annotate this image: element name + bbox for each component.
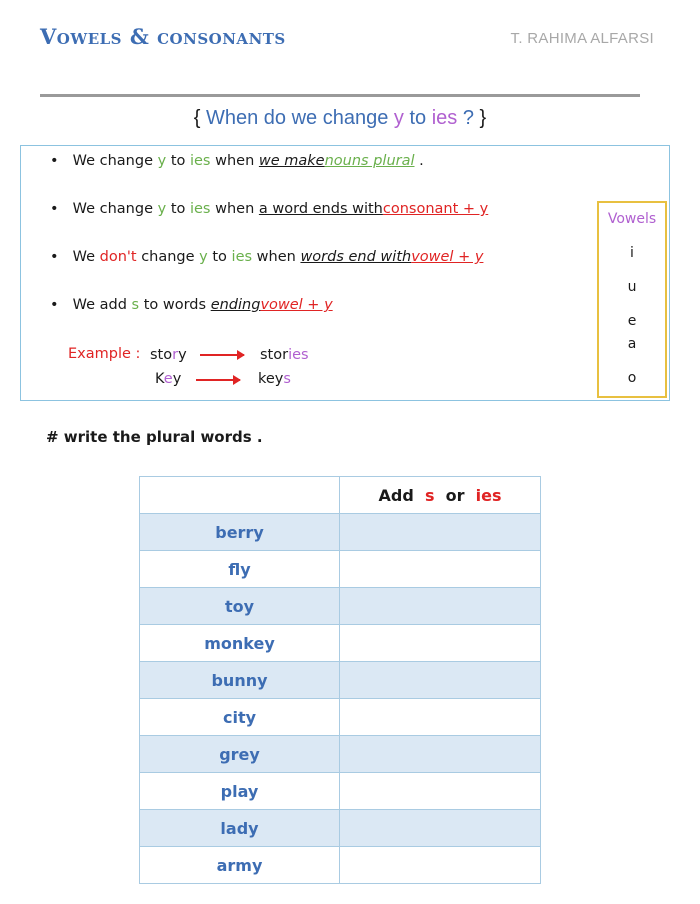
table-row xyxy=(140,773,541,810)
heading-question: ? xyxy=(462,107,474,129)
rule-to: to xyxy=(170,153,186,169)
vowel-letter: u xyxy=(627,279,637,295)
heading-text: When do we change xyxy=(206,107,389,129)
ex1-base: sto xyxy=(150,347,173,363)
ex1-r: r xyxy=(172,347,179,363)
answer-cell[interactable] xyxy=(340,699,541,736)
table-row xyxy=(140,847,541,884)
rule-1 xyxy=(50,153,424,169)
rule-underline-1: a word ends with xyxy=(258,201,383,217)
author-name: T. RAHIMA ALFARSI xyxy=(510,30,654,47)
answer-cell[interactable] xyxy=(340,736,541,773)
example-2-input xyxy=(155,371,181,387)
answer-cell[interactable] xyxy=(340,551,541,588)
rule-underline-2: nouns plural xyxy=(324,153,415,169)
ex1-out-base: stor xyxy=(260,347,289,363)
answer-cell[interactable] xyxy=(340,662,541,699)
worksheet-title: Vowels & consonants xyxy=(40,24,286,49)
instruction-text: # write the plural words . xyxy=(46,428,263,446)
header-divider xyxy=(40,94,640,97)
header-add: Add xyxy=(378,485,414,505)
rule-when: when xyxy=(215,201,255,217)
rule-text: We xyxy=(72,249,96,265)
answer-cell[interactable] xyxy=(340,514,541,551)
table-row xyxy=(140,514,541,551)
bullet-icon: • xyxy=(50,249,59,265)
rule-change: change xyxy=(141,249,195,265)
word-cell: berry xyxy=(140,514,340,551)
rule-s: s xyxy=(131,297,140,313)
ex2-k: K xyxy=(155,371,164,387)
table-header-row xyxy=(140,477,541,514)
rule-underline-1: we make xyxy=(258,153,325,169)
table-row xyxy=(140,736,541,773)
word-cell: army xyxy=(140,847,340,884)
brace-open: { xyxy=(193,107,201,129)
word-cell: play xyxy=(140,773,340,810)
answer-cell[interactable] xyxy=(340,625,541,662)
rule-text: We change xyxy=(72,201,153,217)
plural-words-table xyxy=(139,476,541,884)
rule-underline-2: consonant + y xyxy=(382,201,489,217)
rule-underline-2: vowel + y xyxy=(260,297,333,313)
answer-cell[interactable] xyxy=(340,847,541,884)
rule-3 xyxy=(50,249,483,265)
rule-y: y xyxy=(157,201,167,217)
rule-underline-1: words end with xyxy=(300,249,412,265)
rules-box xyxy=(20,145,670,401)
header-empty-cell xyxy=(140,477,340,514)
rule-4 xyxy=(50,297,333,313)
ex2-out-suffix: s xyxy=(283,371,291,387)
ex2-y: y xyxy=(172,371,182,387)
rule-to: to xyxy=(212,249,227,265)
header-s: s xyxy=(424,485,435,505)
rule-to-words: to words xyxy=(143,297,207,313)
answer-cell[interactable] xyxy=(340,810,541,847)
table-row xyxy=(140,625,541,662)
arrow-right-icon xyxy=(196,379,240,381)
header-or: or xyxy=(445,485,465,505)
rule-y: y xyxy=(157,153,167,169)
rule-to: to xyxy=(170,201,186,217)
word-cell: lady xyxy=(140,810,340,847)
word-cell: fly xyxy=(140,551,340,588)
vowels-box xyxy=(597,201,667,398)
word-cell: city xyxy=(140,699,340,736)
ex2-out-base: key xyxy=(258,371,284,387)
ex1-out-suffix: ies xyxy=(288,347,309,363)
word-cell: toy xyxy=(140,588,340,625)
vowel-letter: a xyxy=(627,336,637,352)
example-2-output xyxy=(258,371,291,387)
table-row xyxy=(140,662,541,699)
table-row xyxy=(140,551,541,588)
vowel-letter: e xyxy=(627,313,637,329)
rule-ies: ies xyxy=(189,153,211,169)
word-cell: grey xyxy=(140,736,340,773)
example-1-input xyxy=(150,347,187,363)
answer-cell[interactable] xyxy=(340,773,541,810)
ex2-e: e xyxy=(163,371,173,387)
rule-underline-1: ending xyxy=(210,297,261,313)
rule-when: when xyxy=(215,153,255,169)
heading-ies: ies xyxy=(431,107,458,129)
header-instruction-cell xyxy=(340,477,541,514)
bullet-icon: • xyxy=(50,297,59,313)
word-cell: bunny xyxy=(140,662,340,699)
vowel-letter: o xyxy=(627,370,637,386)
rule-end: . xyxy=(419,153,424,169)
rule-y: y xyxy=(199,249,208,265)
bullet-icon: • xyxy=(50,153,59,169)
table-row xyxy=(140,810,541,847)
vowel-letter: i xyxy=(630,245,634,261)
rule-ies: ies xyxy=(231,249,253,265)
vowels-title: Vowels xyxy=(607,211,657,227)
example-label: Example : xyxy=(68,346,141,362)
bullet-icon: • xyxy=(50,201,59,217)
rule-text: We change xyxy=(72,153,153,169)
brace-close: } xyxy=(479,107,487,129)
rule-2 xyxy=(50,201,488,217)
example-1-output xyxy=(260,347,309,363)
answer-cell[interactable] xyxy=(340,588,541,625)
rule-ies: ies xyxy=(189,201,211,217)
word-cell: monkey xyxy=(140,625,340,662)
rule-text: We add xyxy=(72,297,127,313)
table-row xyxy=(140,588,541,625)
rule-underline-2: vowel + y xyxy=(411,249,484,265)
ex1-y: y xyxy=(178,347,187,363)
arrow-right-icon xyxy=(200,354,244,356)
rule-when: when xyxy=(256,249,296,265)
header-ies: ies xyxy=(475,485,502,505)
heading-y: y xyxy=(393,107,404,129)
heading-to: to xyxy=(409,107,427,129)
section-heading xyxy=(0,107,680,130)
rule-dont: don't xyxy=(99,249,137,265)
table-row xyxy=(140,699,541,736)
